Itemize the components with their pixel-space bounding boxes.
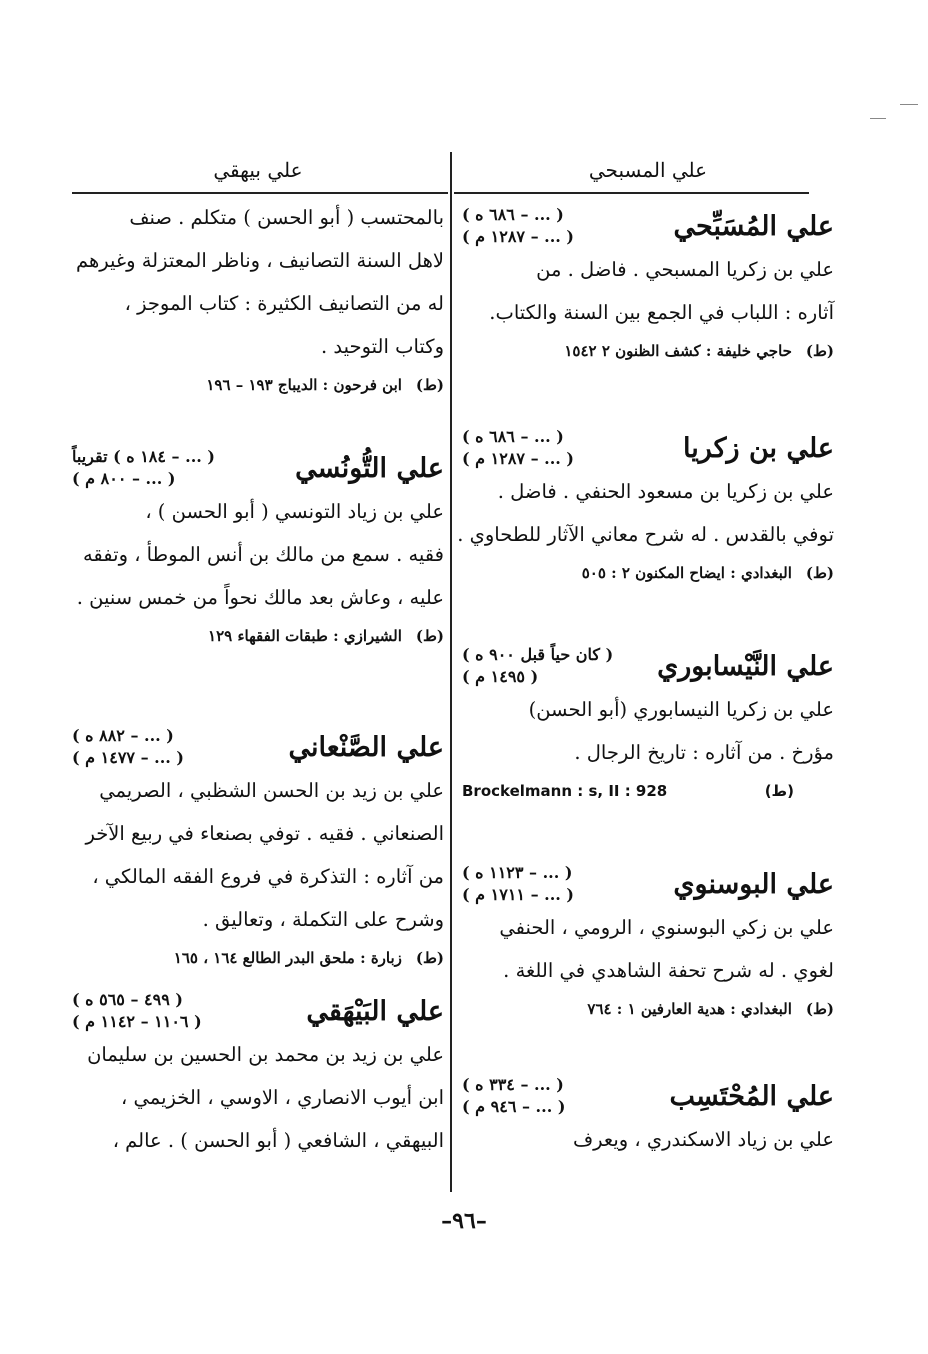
entry-text-line: لاهل السنة التصانيف ، وناظر المعتزلة وغيرهم xyxy=(75,249,444,272)
entry-text-line: عليه ، وعاش بعد مالك نحواً من خمس سنين . xyxy=(76,586,444,609)
entry-dates: ( ... – ٨٨٢ ه ) ( ... – ١٤٧٧ م ) xyxy=(72,726,184,767)
entry-text-line: آثاره : اللباب في الجمع بين السنة والكتاب. xyxy=(489,301,834,324)
entry-text-line: علي بن زياد الاسكندري ، ويعرف xyxy=(572,1128,834,1151)
entry-source: (ط)البغدادي : هدية العارفين ١ : ٧٦٤ xyxy=(587,1000,834,1018)
entry-heading xyxy=(72,989,444,1033)
entry xyxy=(462,644,834,808)
margin-mark xyxy=(870,118,886,119)
entry-dates: ( ٤٩٩ – ٥٦٥ ه ) ( ١١٠٦ – ١١٤٢ م ) xyxy=(72,990,202,1031)
entry-text-line: وكتاب التوحيد . xyxy=(321,335,444,358)
entry xyxy=(462,204,834,368)
entry-heading xyxy=(72,446,444,490)
right-column-header: علي المسبحي xyxy=(588,158,708,182)
entry-source: (ط)حاجي خليفة : كشف الظنون ٢ ١٥٤٢ xyxy=(564,342,834,360)
entry-source: (ط)الشيرازي : طبقات الفقهاء ١٢٩ xyxy=(208,627,444,645)
entry-name: علي الصَّنْعاني xyxy=(288,731,444,763)
column-divider xyxy=(450,152,452,1192)
entry-text-line: علي بن زيد بن محمد بن الحسين بن سليمان xyxy=(87,1043,444,1066)
entry-name: علي البَيْهَقي xyxy=(306,995,444,1027)
entry xyxy=(462,1074,834,1161)
entry-text-line: فقيه . سمع من مالك بن أنس الموطأ ، وتفقه xyxy=(82,543,444,566)
entry-heading xyxy=(72,725,444,769)
entry-text-line: علي بن زكريا النيسابوري (أبو الحسن) xyxy=(528,698,834,721)
entry-name: علي النَّيْسابوري xyxy=(657,650,834,682)
left-column xyxy=(72,150,444,1162)
entry-heading xyxy=(462,644,834,688)
entry-dates: ( ... – ٣٣٤ ه ) ( ... – ٩٤٦ م ) xyxy=(462,1075,566,1116)
entry-name: علي بن زكريا xyxy=(683,432,834,464)
right-column xyxy=(457,150,834,1161)
entry-text-line: ابن أيوب الانصاري ، الاوسي ، الخزيمي ، xyxy=(121,1086,444,1109)
entry-continuation xyxy=(72,196,444,402)
entry-text-line: علي بن زكريا بن مسعود الحنفي . فاضل . xyxy=(497,480,834,503)
entry-heading xyxy=(462,204,834,248)
entry-text-line: علي بن زيد بن الحسن الشظبي ، الصريمي xyxy=(99,779,444,802)
entry-source: (ط)البغدادي : ايضاح المكنون ٢ : ٥٠٥ xyxy=(581,564,834,582)
left-column-header: علي بيهقي xyxy=(213,158,303,182)
entry-name: علي البوسنوي xyxy=(673,868,834,900)
entry-heading xyxy=(462,426,834,470)
entry-text-line: له من التصانيف الكثيرة : كتاب الموجز ، xyxy=(124,292,444,315)
entry-source: Brockelmann : s, II : 928 (ط) xyxy=(462,782,794,800)
entry-heading xyxy=(462,862,834,906)
entry-source: (ط)ابن فرحون : الديباج ١٩٣ – ١٩٦ xyxy=(206,376,444,394)
entry-dates: ( ... – ١٨٤ ه ) تقريباً ( ... – ٨٠٠ م ) xyxy=(72,447,215,488)
entry-text-line: البيهقي ، الشافعي ( أبو الحسن ) . عالم ، xyxy=(112,1129,444,1152)
entry-text-line: علي بن زكي البوسنوي ، الرومي ، الحنفي xyxy=(499,916,834,939)
entry xyxy=(462,862,834,1026)
entry-dates: ( ... – ٦٨٦ ه ) ( ... – ١٢٨٧ م ) xyxy=(462,427,574,468)
entry-name: علي المُحْتَسِب xyxy=(669,1080,834,1112)
entry-text-line: مؤرخ . من آثاره : تاريخ الرجال . xyxy=(574,741,834,764)
entry-text-line: الصنعاني . فقيه . توفي بصنعاء في ربيع الآخر xyxy=(85,822,444,845)
entry-text-line: علي بن زياد التونسي ( أبو الحسن ) ، xyxy=(145,500,444,523)
entry-text-line: توفي بالقدس . له شرح معاني الآثار للطحاوي . xyxy=(457,523,834,546)
entry-name: علي التُّونُسي xyxy=(295,452,444,484)
entry-dates: ( ... – ٦٨٦ ه ) ( ... – ١٢٨٧ م ) xyxy=(462,205,574,246)
entry xyxy=(72,725,444,975)
entry-dates: ( كان حياً قبل ٩٠٠ ه ) ( ١٤٩٥ م ) xyxy=(462,645,614,686)
entry-source: (ط)زبارة : ملحق البدر الطالع ١٦٤ ، ١٦٥ xyxy=(173,949,444,967)
entry xyxy=(72,989,444,1162)
entry-text-line: بالمحتسب ( أبو الحسن ) متكلم . صنف xyxy=(129,206,444,229)
entry-heading xyxy=(462,1074,834,1118)
entry-text-line: من آثاره : التذكرة في فروع الفقه المالكي ، xyxy=(92,865,444,888)
entry-text-line: لغوي . له شرح تحفة الشاهدي في اللغة . xyxy=(503,959,834,982)
page-number: –٩٦– xyxy=(441,1208,487,1234)
entry-dates: ( ... – ١١٢٣ ه ) ( ... – ١٧١١ م ) xyxy=(462,863,574,904)
margin-mark xyxy=(900,104,918,105)
entry-text-line: وشرح على التكملة ، وتعاليق . xyxy=(202,908,444,931)
entry-name: علي المُسَبِّحي xyxy=(673,210,834,242)
entry-text-line: علي بن زكريا المسبحي . فاضل . من xyxy=(536,258,834,281)
entry xyxy=(72,446,444,653)
entry xyxy=(457,426,834,590)
